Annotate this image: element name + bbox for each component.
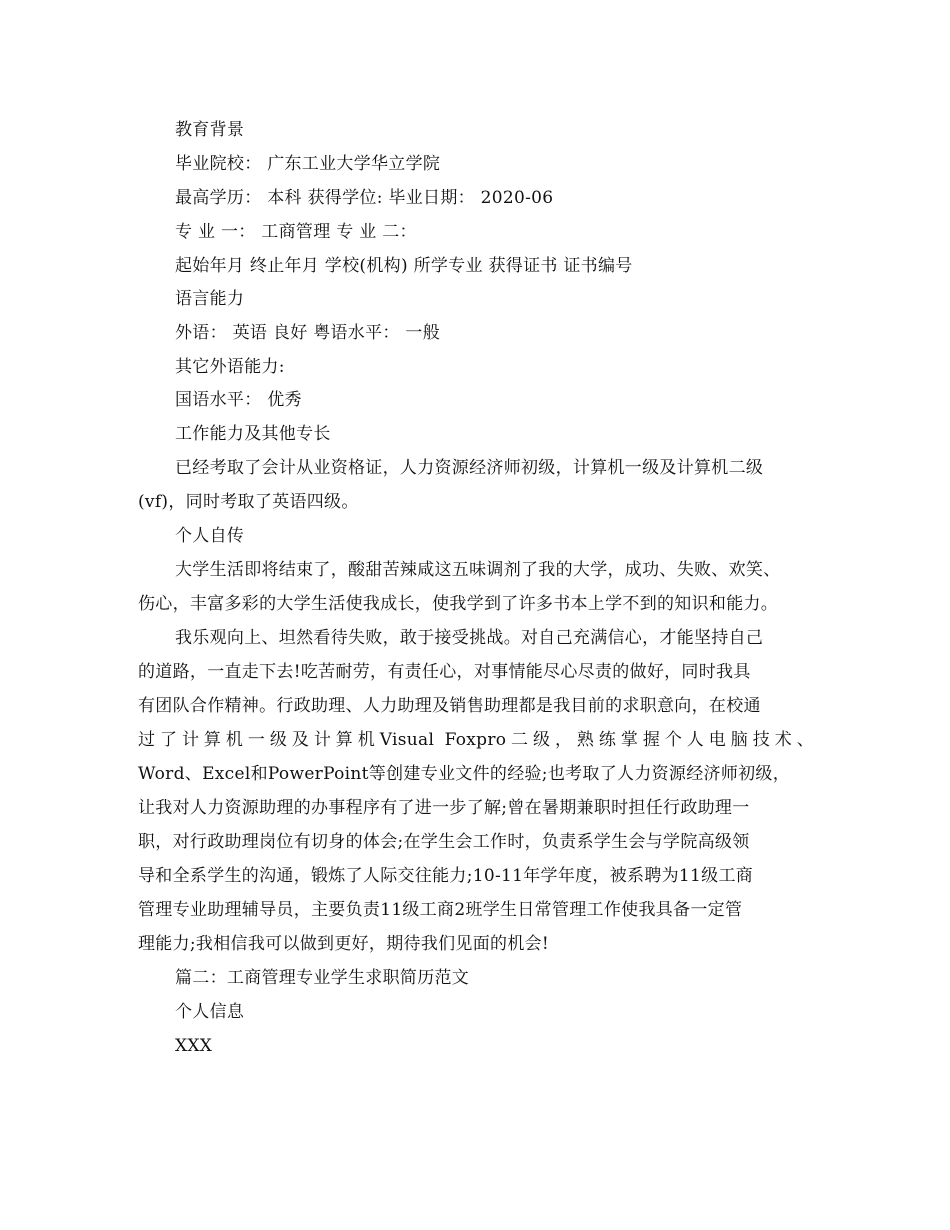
heading-education: 教育背景 [175,120,245,140]
heading-personal-info: 个人信息 [175,1002,245,1022]
skills-paragraph-line-1: 已经考取了会计从业资格证，人力资源经济师初级，计算机一级及计算机二级 [175,458,764,478]
education-degree-line: 最高学历： 本科 获得学位: 毕业日期： 2020-06 [175,188,554,208]
mandarin-line: 国语水平： 优秀 [175,390,302,410]
skills-paragraph-line-2: (vf)，同时考取了英语四级。 [138,492,359,512]
autobiography-line-5: 有团队合作精神。行政助理、人力助理及销售助理都是我目前的求职意向，在校通 [138,696,761,716]
heading-language: 语言能力 [175,289,245,309]
autobiography-line-6: 过了计算机一级及计算机Visual Foxpro二级，熟练掌握个人电脑技术、 [138,730,814,750]
autobiography-line-3: 我乐观向上、坦然看待失败，敢于接受挑战。对自己充满信心，才能坚持自己 [175,628,764,648]
autobiography-line-7: Word、Excel和PowerPoint等创建专业文件的经验;也考取了人力资源经济师初级， [138,764,791,784]
autobiography-line-10: 导和全系学生的沟通，锻炼了人际交往能力;10-11年学年度，被系聘为11级工商 [138,866,754,886]
other-language-line: 其它外语能力: [175,357,285,377]
autobiography-line-8: 让我对人力资源助理的办事程序有了进一步了解;曾在暑期兼职时担任行政助理一 [138,798,750,818]
autobiography-line-1: 大学生活即将结束了，酸甜苦辣咸这五味调剂了我的大学，成功、失败、欢笑、 [175,560,781,580]
autobiography-line-2: 伤心，丰富多彩的大学生活使我成长，使我学到了许多书本上学不到的知识和能力。 [138,594,779,614]
major-line: 专 业 一： 工商管理 专 业 二： [175,222,417,242]
heading-skills: 工作能力及其他专长 [175,424,331,444]
heading-autobiography: 个人自传 [175,526,245,546]
autobiography-line-11: 管理专业助理辅导员，主要负责11级工商2班学生日常管理工作使我具备一定管 [138,900,743,920]
personal-name: XXX [175,1036,213,1056]
graduated-school: 毕业院校： 广东工业大学华立学院 [175,154,441,174]
autobiography-line-12: 理能力;我相信我可以做到更好，期待我们见面的机会! [138,934,550,954]
foreign-language-line: 外语： 英语 良好 粤语水平： 一般 [175,323,441,343]
autobiography-line-4: 的道路，一直走下去!吃苦耐劳，有责任心，对事情能尽心尽责的做好，同时我具 [138,662,751,682]
section-two-title: 篇二：工商管理专业学生求职简历范文 [175,968,470,988]
autobiography-line-9: 职，对行政助理岗位有切身的体会;在学生会工作时，负责系学生会与学院高级领 [138,832,750,852]
education-table-header: 起始年月 终止年月 学校(机构) 所学专业 获得证书 证书编号 [175,256,633,276]
